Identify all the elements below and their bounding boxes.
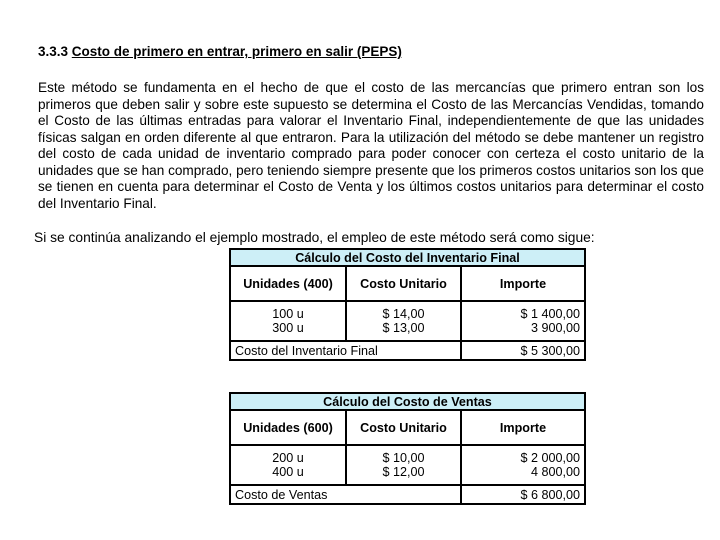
column-header-unit-cost: Costo Unitario xyxy=(346,266,461,301)
section-number: 3.3.3 xyxy=(38,44,69,59)
amount-cell: $ 1 400,00 3 900,00 xyxy=(461,301,585,341)
table-row xyxy=(230,301,585,341)
table-row xyxy=(230,445,585,485)
intro-sentence: Si se continúa analizando el ejemplo mostrado, el empleo de este método será como sigue: xyxy=(34,230,595,245)
body-paragraph: Este método se fundamenta en el hecho de que el costo de las mercancías que primero entran son los primeros que deben salir y sobre este supuesto se determina el Costo de las Mercancías Vendidas, tomando el Costo de las últimas entradas para valorar el Inventario Final, independientemente de que las unidades físicas salgan en orden diferente al que entraron. Para la utilización del método se debe mantener un registro del costo de cada unidad de inventario comprado para poder conocer con certeza el costo unitario de la unidades que se han comprado, pero teniendo siempre presente que los primeros costos unitarios son los que se tienen en cuenta para determinar el Costo de Venta y los últimos costos unitarios para determinar el costo del Inventario Final. xyxy=(38,80,704,211)
amount-cell: $ 2 000,00 4 800,00 xyxy=(461,445,585,485)
column-header-unit-cost: Costo Unitario xyxy=(346,410,461,445)
table-caption: Cálculo del Costo de Ventas xyxy=(230,393,585,410)
units-cell: 200 u 400 u xyxy=(230,445,346,485)
column-header-units: Unidades (600) xyxy=(230,410,346,445)
total-value: $ 5 300,00 xyxy=(461,341,585,360)
section-heading xyxy=(38,44,402,59)
total-label: Costo del Inventario Final xyxy=(230,341,461,360)
total-value: $ 6 800,00 xyxy=(461,485,585,504)
total-label: Costo de Ventas xyxy=(230,485,461,504)
cost-of-sales-table xyxy=(229,392,586,505)
units-cell: 100 u 300 u xyxy=(230,301,346,341)
table-caption: Cálculo del Costo del Inventario Final xyxy=(230,249,585,266)
unit-cost-cell: $ 10,00 $ 12,00 xyxy=(346,445,461,485)
column-header-amount: Importe xyxy=(461,410,585,445)
unit-cost-cell: $ 14,00 $ 13,00 xyxy=(346,301,461,341)
inventory-final-table xyxy=(229,248,586,361)
column-header-units: Unidades (400) xyxy=(230,266,346,301)
column-header-amount: Importe xyxy=(461,266,585,301)
section-title: Costo de primero en entrar, primero en salir (PEPS) xyxy=(71,44,402,59)
